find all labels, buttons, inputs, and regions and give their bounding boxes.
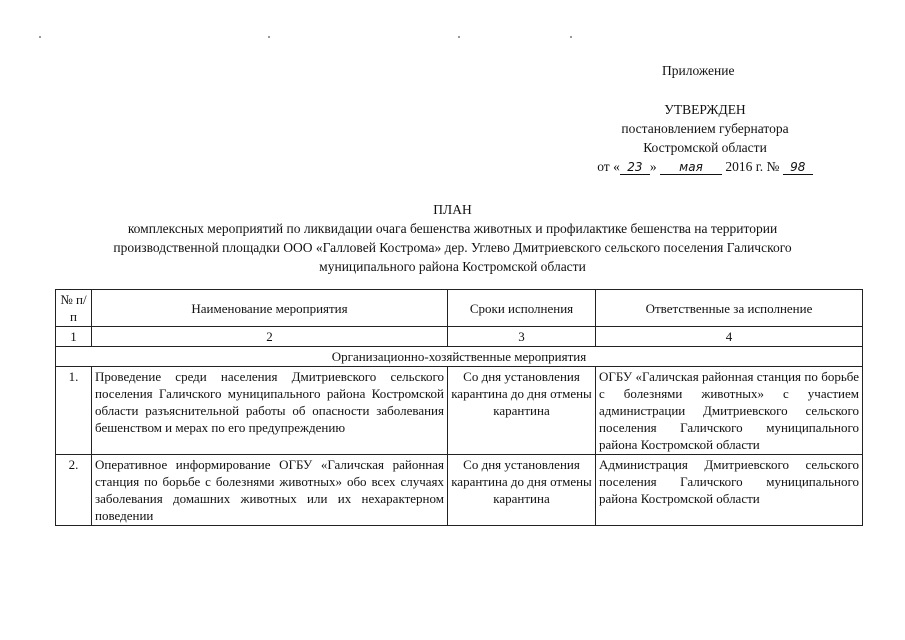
row-terms: Со дня установления карантина до дня отмены карантина xyxy=(448,455,596,526)
col-number: 1 xyxy=(56,327,92,347)
decree-date-line xyxy=(590,157,820,176)
date-prefix: от « xyxy=(597,159,620,174)
decree-number: 98 xyxy=(783,161,813,175)
plan-table xyxy=(55,289,863,526)
scan-speck xyxy=(458,36,460,38)
row-name: Проведение среди населения Дмитриевского сельского поселения Галичского муниципального района Костромской области разъяснительной работы об опасности заболевания бешенством и мерах по его предупреждению xyxy=(92,367,448,455)
col-number: 3 xyxy=(448,327,596,347)
table-row xyxy=(56,367,863,455)
approved-label: УТВЕРЖДЕН xyxy=(664,102,746,117)
date-day: 23 xyxy=(620,161,650,175)
scan-speck xyxy=(39,36,41,38)
plan-subtitle-line1: комплексных мероприятий по ликвидации очага бешенства животных и профилактике бешенства на территории xyxy=(127,221,778,236)
section-title: Организационно-хозяйственные мероприятия xyxy=(56,347,863,367)
table-header-row xyxy=(56,290,863,327)
plan-heading: ПЛАН xyxy=(433,202,472,217)
header-terms: Сроки исполнения xyxy=(448,290,596,327)
row-responsible: ОГБУ «Галичская районная станция по борьбе с болезнями животных» с участием администрации Дмитриевского сельского поселения Галичского муниципального района Костромской области xyxy=(596,367,863,455)
table-row xyxy=(56,455,863,526)
row-name: Оперативное информирование ОГБУ «Галичская районная станция по борьбе с болезнями животных» обо всех случаях заболевания домашних животных или их нехарактерном поведении xyxy=(92,455,448,526)
column-number-row xyxy=(56,327,863,347)
region-label: Костромской области xyxy=(643,140,767,155)
row-num: 2. xyxy=(56,455,92,526)
date-year: 2016 г. № xyxy=(725,159,780,174)
row-num: 1. xyxy=(56,367,92,455)
approval-block xyxy=(590,100,820,176)
appendix-label: Приложение xyxy=(662,63,735,78)
plan-subtitle-line3: муниципального района Костромской области xyxy=(319,259,586,274)
row-responsible: Администрация Дмитриевского сельского поселения Галичского муниципального района Костромской области xyxy=(596,455,863,526)
date-quote-close: » xyxy=(649,159,657,174)
plan-title-block xyxy=(40,200,865,276)
row-terms: Со дня установления карантина до дня отмены карантина xyxy=(448,367,596,455)
decree-label: постановлением губернатора xyxy=(621,121,789,136)
col-number: 4 xyxy=(596,327,863,347)
date-month: мая xyxy=(660,161,722,175)
scan-speck xyxy=(570,36,572,38)
plan-subtitle-line2: производственной площадки ООО «Галловей Кострома» дер. Углево Дмитриевского сельского поселения Галичского xyxy=(113,240,792,255)
header-num: № п/п xyxy=(56,290,92,327)
header-name: Наименование мероприятия xyxy=(92,290,448,327)
scan-speck xyxy=(268,36,270,38)
header-responsible: Ответственные за исполнение xyxy=(596,290,863,327)
section-row xyxy=(56,347,863,367)
col-number: 2 xyxy=(92,327,448,347)
